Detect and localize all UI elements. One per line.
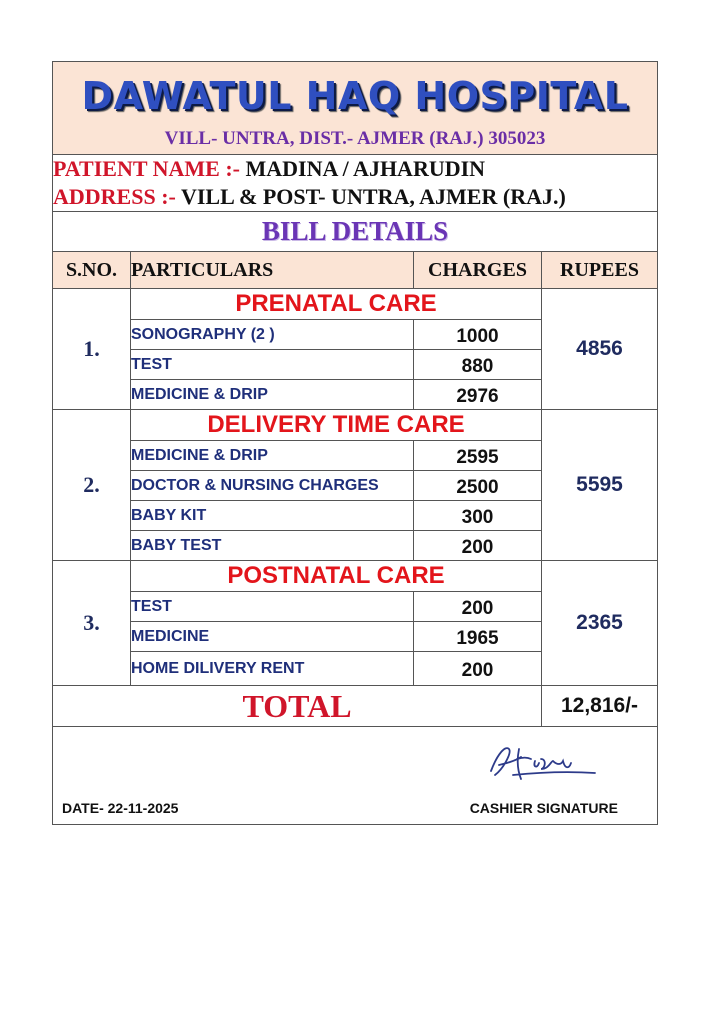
hospital-header [53,62,658,155]
item-charge: 300 [414,501,542,531]
cashier-signature-label: CASHIER SIGNATURE [469,800,618,816]
item-charge: 880 [414,350,542,380]
item-particular: DOCTOR & NURSING CHARGES [131,471,414,501]
column-header-row [53,252,658,289]
item-particular: BABY KIT [131,501,414,531]
column-header-particulars: PARTICULARS [131,252,414,289]
bill-table [52,61,658,825]
item-particular: TEST [131,592,414,622]
item-particular: MEDICINE & DRIP [131,441,414,471]
section-rupees: 2365 [542,561,658,686]
bill-title-row [53,212,658,252]
patient-name-line [53,155,657,183]
section-title: POSTNATAL CARE [131,561,542,592]
section-sno: 2. [53,410,131,561]
item-charge: 2976 [414,380,542,410]
item-particular: MEDICINE [131,622,414,652]
item-particular: HOME DILIVERY RENT [131,652,414,686]
hospital-address: VILL- UNTRA, DIST.- AJMER (RAJ.) 305023 [164,128,546,149]
item-charge: 2500 [414,471,542,501]
item-charge: 200 [414,652,542,686]
section-title-row [53,561,658,592]
section-rupees: 5595 [542,410,658,561]
cashier-signature [483,735,603,787]
section-title: PRENATAL CARE [131,289,542,320]
section-sno: 3. [53,561,131,686]
total-label: TOTAL [53,686,542,727]
section-sno: 1. [53,289,131,410]
patient-address-value: VILL & POST- UNTRA, AJMER (RAJ.) [175,184,566,209]
footer [53,727,658,825]
item-particular: TEST [131,350,414,380]
item-charge: 200 [414,592,542,622]
item-charge: 2595 [414,441,542,471]
patient-address-line [53,183,657,211]
column-header-rupees: RUPEES [542,252,658,289]
hospital-header-row [53,62,658,155]
patient-info [53,155,658,212]
column-header-charges: CHARGES [414,252,542,289]
item-charge: 1965 [414,622,542,652]
patient-name-value: MADINA / AJHARUDIN [240,156,486,181]
total-value: 12,816/- [542,686,658,727]
bill-title: BILL DETAILS [53,212,658,252]
total-row [53,686,658,727]
column-header-sno: S.NO. [53,252,131,289]
section-rupees: 4856 [542,289,658,410]
item-particular: BABY TEST [131,531,414,561]
patient-info-row [53,155,658,212]
item-particular: SONOGRAPHY (2 ) [131,320,414,350]
section-title-row [53,410,658,441]
footer-row [53,727,658,825]
patient-address-label: ADDRESS :- [53,184,176,209]
section-title-row [53,289,658,320]
item-charge: 1000 [414,320,542,350]
patient-name-label: PATIENT NAME :- [53,156,240,181]
bill-date: DATE- 22-11-2025 [62,800,179,816]
item-charge: 200 [414,531,542,561]
item-particular: MEDICINE & DRIP [131,380,414,410]
section-title: DELIVERY TIME CARE [131,410,542,441]
hospital-name: DAWATUL HAQ HOSPITAL [81,74,629,118]
